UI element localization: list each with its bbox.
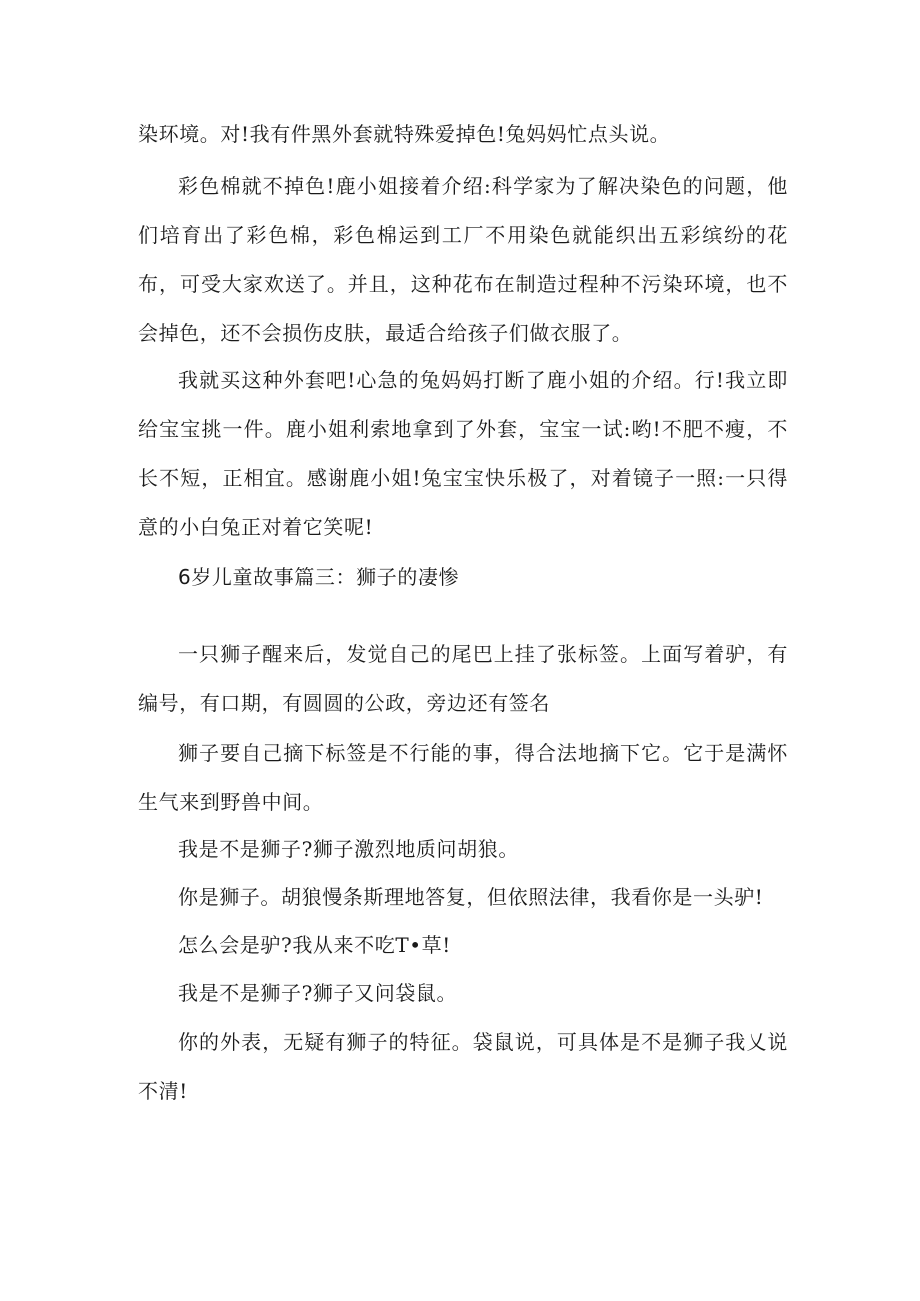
- paragraph-4: 一只狮子醒来后，发觉自己的尾巴上挂了张标签。上面写着驴，有编号，有口期，有圆圆的公政，旁边还有签名: [138, 642, 788, 715]
- paragraph-5: 狮子要自己摘下标签是不行能的事，得合法地摘下它。它于是满怀生气来到野兽中间。: [138, 741, 788, 814]
- paragraph-9: 我是不是狮子?狮子又问袋鼠。: [178, 981, 458, 1005]
- section-heading: 6岁儿童故事篇三：狮子的凄惨: [178, 565, 460, 589]
- paragraph-1: 染环境。对!我有件黑外套就特殊爱掉色!兔妈妈忙点头说。: [138, 122, 671, 146]
- paragraph-6: 我是不是狮子?狮子激烈地质问胡狼。: [178, 837, 519, 861]
- paragraph-7: 你是狮子。胡狼慢条斯理地答复，但依照法律，我看你是一头驴!: [178, 885, 764, 909]
- paragraph-10: 你的外表，无疑有狮子的特征。袋鼠说，可具体是不是狮子我乂说不清!: [138, 1030, 788, 1103]
- paragraph-2: 彩色棉就不掉色!鹿小姐接着介绍:科学家为了解决染色的问题，他们培育出了彩色棉，彩色棉运到工厂不用染色就能织出五彩缤纷的花布，可受大家欢送了。并且，这种花布在制造过程种不污染环境，也不会掉色，还不会损伤皮肤，最适合给孩子们做衣服了。: [138, 174, 788, 345]
- paragraph-8: 怎么会是驴?我从来不吃T•草!: [178, 933, 451, 957]
- paragraph-3: 我就买这种外套吧!心急的兔妈妈打断了鹿小姐的介绍。行!我立即给宝宝挑一件。鹿小姐利索地拿到了外套，宝宝一试:哟!不肥不瘦，不长不短，正相宜。感谢鹿小姐!兔宝宝快乐极了，对着镜子一照:一只得意的小白兔正对着它笑呢!: [138, 368, 788, 539]
